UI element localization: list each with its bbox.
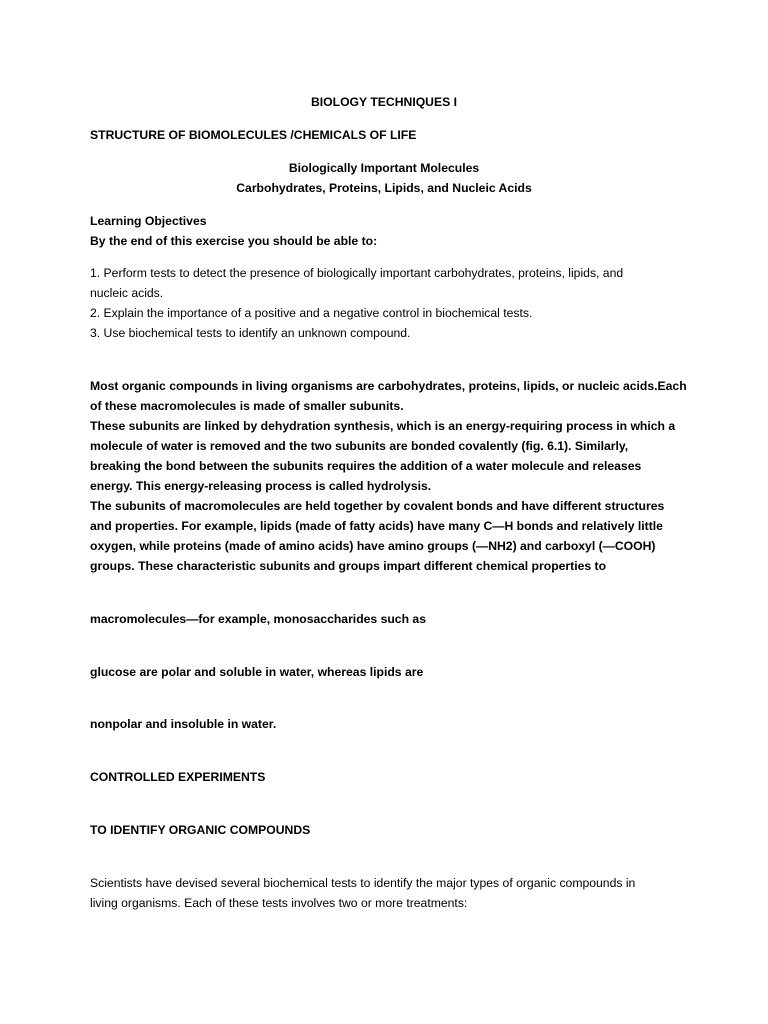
- paragraph-line: groups. These characteristic subunits and groups impart different chemical properties to: [90, 559, 607, 573]
- paragraph-line: Most organic compounds in living organisms are carbohydrates, proteins, lipids, or nucleic acids.Each: [90, 379, 687, 393]
- paragraph-line: These subunits are linked by dehydration synthesis, which is an energy-requiring process in which a: [90, 419, 676, 433]
- section-heading: STRUCTURE OF BIOMOLECULES /CHEMICALS OF LIFE: [90, 128, 417, 142]
- paragraph-line: The subunits of macromolecules are held together by covalent bonds and have different structures: [90, 499, 665, 513]
- paragraph-line: energy. This energy-releasing process is called hydrolysis.: [90, 479, 432, 493]
- objective-line: 1. Perform tests to detect the presence of biologically important carbohydrates, proteins, lipids, and: [90, 266, 624, 280]
- objective-line: 3. Use biochemical tests to identify an unknown compound.: [90, 326, 411, 340]
- paragraph-line: molecule of water is removed and the two subunits are bonded covalently (fig. 6.1). Similarly,: [90, 439, 629, 453]
- macromolecules-line: macromolecules—for example, monosaccharides such as: [90, 612, 426, 626]
- objectives-intro: By the end of this exercise you should be able to:: [90, 234, 378, 248]
- subtitle-2: Carbohydrates, Proteins, Lipids, and Nucleic Acids: [236, 181, 532, 195]
- closing-line: living organisms. Each of these tests involves two or more treatments:: [90, 896, 468, 910]
- paragraph-line: oxygen, while proteins (made of amino acids) have amino groups (—NH2) and carboxyl (—COOH): [90, 539, 656, 553]
- identify-compounds-heading: TO IDENTIFY ORGANIC COMPOUNDS: [90, 823, 311, 837]
- paragraph-line: of these macromolecules is made of smaller subunits.: [90, 399, 404, 413]
- controlled-experiments-heading: CONTROLLED EXPERIMENTS: [90, 770, 266, 784]
- document-title: BIOLOGY TECHNIQUES I: [310, 95, 458, 109]
- paragraph-line: and properties. For example, lipids (made of fatty acids) have many C—H bonds and relatively little: [90, 519, 663, 533]
- nonpolar-line: nonpolar and insoluble in water.: [90, 717, 277, 731]
- glucose-line: glucose are polar and soluble in water, whereas lipids are: [90, 665, 424, 679]
- objective-line: nucleic acids.: [90, 286, 164, 300]
- objectives-heading: Learning Objectives: [90, 214, 207, 228]
- closing-line: Scientists have devised several biochemical tests to identify the major types of organic compounds in: [90, 876, 636, 890]
- objective-line: 2. Explain the importance of a positive and a negative control in biochemical tests.: [90, 306, 533, 320]
- subtitle-1: Biologically Important Molecules: [288, 161, 480, 175]
- paragraph-line: breaking the bond between the subunits requires the addition of a water molecule and releases: [90, 459, 642, 473]
